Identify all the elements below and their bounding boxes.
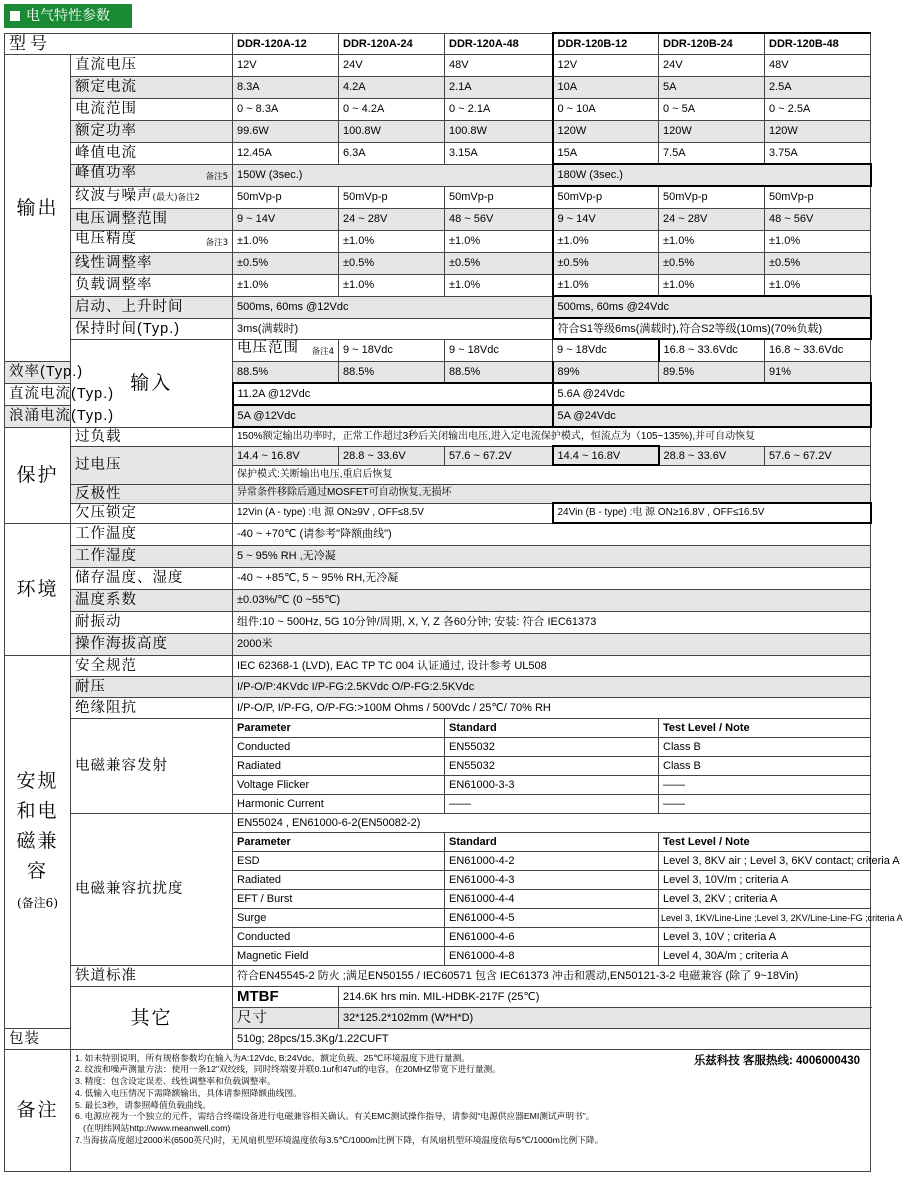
- value-cell: 3.15A: [445, 142, 553, 164]
- value-cell: Level 3, 1KV/Line-Line ;Level 3, 2KV/Line-Line-FG ;criteria A: [659, 908, 871, 927]
- value-cell: ±0.5%: [445, 252, 553, 274]
- row-label: 线性调整率: [71, 252, 233, 274]
- value-cell: 0 ~ 4.2A: [339, 98, 445, 120]
- row-label: 电压调整范围: [71, 208, 233, 230]
- value-cell: ±1.0%: [445, 274, 553, 296]
- value-cell: ±1.0%: [553, 274, 659, 296]
- value-cell: 120W: [659, 120, 765, 142]
- value-cell: Magnetic Field: [233, 946, 445, 965]
- table-header: Parameter: [233, 718, 445, 737]
- value-cell: ±1.0%: [553, 230, 659, 252]
- value-cell: 57.6 ~ 67.2V: [765, 446, 871, 465]
- value-cell: 99.6W: [233, 120, 339, 142]
- section-header-title: 电气特性参数: [26, 8, 110, 24]
- value-cell: 12Vin (A - type) :电 源 ON≥9V , OFF≤8.5V: [233, 503, 553, 523]
- model-cell: DDR-120A-24: [339, 33, 445, 54]
- note-line: 1. 如未特别说明，所有规格参数均在输入为A:12Vdc, B:24Vdc、额定负载、25℃环境温度下进行量测。: [75, 1052, 470, 1063]
- row-label: 工作湿度: [71, 545, 233, 567]
- value-cell: Level 3, 8KV air ; Level 3, 6KV contact; criteria A: [659, 851, 871, 870]
- value-cell: 5A @24Vdc: [553, 405, 871, 427]
- value-cell: EN61000-4-4: [445, 889, 659, 908]
- value-cell: EN55024 , EN61000-6-2(EN50082-2): [233, 813, 871, 832]
- value-cell: 24V: [339, 54, 445, 76]
- value-cell: 180W (3sec.): [553, 164, 871, 186]
- value-cell: 88.5%: [339, 361, 445, 383]
- row-label: 直流电流(Typ.): [5, 383, 71, 405]
- row-label: 耐振动: [71, 611, 233, 633]
- row-label: 过电压: [71, 446, 233, 484]
- value-cell: EN61000-3-3: [445, 775, 659, 794]
- value-cell: 24Vin (B - type) :电 源 ON≥16.8V , OFF≤16.5V: [553, 503, 871, 523]
- spec-table: [4, 32, 903, 1172]
- value-cell: 2.5A: [765, 76, 871, 98]
- value-cell: Conducted: [233, 927, 445, 946]
- note-line: 7.当海拔高度超过2000米(6500英尺)时，无风扇机型环境温度依每3.5℃/1000m比例下降，有风扇机型环境温度依每5℃/1000m比例下降。: [75, 1135, 604, 1146]
- value-cell: 24 ~ 28V: [339, 208, 445, 230]
- row-label: 反极性: [71, 484, 233, 503]
- value-cell: EN55032: [445, 756, 659, 775]
- value-cell: ±0.5%: [233, 252, 339, 274]
- value-cell: EN61000-4-6: [445, 927, 659, 946]
- value-cell: 5.6A @24Vdc: [553, 383, 871, 405]
- value-cell: EN61000-4-8: [445, 946, 659, 965]
- table-header: Parameter: [233, 832, 445, 851]
- value-cell: Radiated: [233, 870, 445, 889]
- value-cell: 11.2A @12Vdc: [233, 383, 553, 405]
- value-cell: EN61000-4-2: [445, 851, 659, 870]
- value-cell: EN55032: [445, 737, 659, 756]
- value-cell: Voltage Flicker: [233, 775, 445, 794]
- model-cell: DDR-120B-24: [659, 33, 765, 54]
- value-cell: ——: [659, 794, 871, 813]
- value-cell: ±1.0%: [233, 230, 339, 252]
- note-line: (在明纬网站http://www.meanwell.com): [83, 1123, 231, 1134]
- value-cell: 50mVp-p: [233, 186, 339, 208]
- value-cell: EFT / Burst: [233, 889, 445, 908]
- value-cell: 4.2A: [339, 76, 445, 98]
- row-label: 绝缘阻抗: [71, 697, 233, 718]
- value-cell: Level 3, 10V ; criteria A: [659, 927, 871, 946]
- row-label: 耐压: [71, 676, 233, 697]
- row-label: 欠压锁定: [71, 503, 233, 523]
- value-cell: 88.5%: [445, 361, 553, 383]
- value-cell: 89%: [553, 361, 659, 383]
- value-cell: EN61000-4-3: [445, 870, 659, 889]
- row-label: 额定电流: [71, 76, 233, 98]
- value-cell: 150%额定输出功率时，正常工作超过3秒后关闭输出电压,进入定电流保护模式，恒流点为（105~135%),并可自动恢复: [233, 427, 871, 446]
- row-label: 峰值功率 备注5: [71, 164, 233, 186]
- value-cell: 12V: [553, 54, 659, 76]
- value-cell: 50mVp-p: [445, 186, 553, 208]
- row-label: 储存温度、湿度: [71, 567, 233, 589]
- value-cell: 88.5%: [233, 361, 339, 383]
- value-cell: 12V: [233, 54, 339, 76]
- section-notes: 备注: [5, 1049, 71, 1171]
- value-cell: I/P-O/P:4KVdc I/P-FG:2.5KVdc O/P-FG:2.5KVdc: [233, 676, 871, 697]
- note-line: 3. 精度：包含设定误差、线性调整率和负载调整率。: [75, 1076, 276, 1087]
- value-cell: Level 4, 30A/m ; criteria A: [659, 946, 871, 965]
- value-cell: 100.8W: [445, 120, 553, 142]
- value-cell: 16.8 ~ 33.6Vdc: [765, 339, 871, 361]
- value-cell: ±1.0%: [339, 274, 445, 296]
- value-cell: 120W: [765, 120, 871, 142]
- value-cell: ±1.0%: [765, 274, 871, 296]
- value-cell: 48V: [765, 54, 871, 76]
- row-label: 电流范围: [71, 98, 233, 120]
- value-cell: 500ms, 60ms @24Vdc: [553, 296, 871, 318]
- value-cell: 0 ~ 2.5A: [765, 98, 871, 120]
- note-line: 2. 纹波和噪声测量方法：使用一条12"双绞线，同时终端要并联0.1uf和47uf的电容，在20MHZ带宽下进行量测。: [75, 1064, 501, 1075]
- value-cell: 50mVp-p: [659, 186, 765, 208]
- model-cell: DDR-120A-48: [445, 33, 553, 54]
- row-label: 尺寸: [233, 1007, 339, 1028]
- value-cell: 符合S1等级6ms(满载时),符合S2等级(10ms)(70%负载): [553, 318, 871, 339]
- row-label: 浪涌电流(Typ.): [5, 405, 71, 427]
- model-header: 型号: [5, 33, 233, 54]
- value-cell: 0 ~ 8.3A: [233, 98, 339, 120]
- value-cell: Class B: [659, 737, 871, 756]
- row-label: 操作海拔高度: [71, 633, 233, 655]
- row-label: 过负载: [71, 427, 233, 446]
- value-cell: -40 ~ +85℃, 5 ~ 95% RH,无冷凝: [233, 567, 871, 589]
- value-cell: Conducted: [233, 737, 445, 756]
- value-cell: 28.8 ~ 33.6V: [339, 446, 445, 465]
- row-label: 启动、上升时间: [71, 296, 233, 318]
- row-label: 工作温度: [71, 523, 233, 545]
- value-cell: 500ms, 60ms @12Vdc: [233, 296, 553, 318]
- value-cell: 10A: [553, 76, 659, 98]
- value-cell: 9 ~ 18Vdc: [553, 339, 659, 361]
- value-cell: 9 ~ 18Vdc: [339, 339, 445, 361]
- model-cell: DDR-120B-12: [553, 33, 659, 54]
- value-cell: 9 ~ 14V: [553, 208, 659, 230]
- value-cell: 50mVp-p: [339, 186, 445, 208]
- value-cell: 214.6K hrs min. MIL-HDBK-217F (25℃): [339, 986, 871, 1007]
- value-cell: 24 ~ 28V: [659, 208, 765, 230]
- value-cell: 0 ~ 5A: [659, 98, 765, 120]
- hotline: 乐兹科技 客服热线: 4006000430: [693, 1054, 860, 1067]
- value-cell: 510g; 28pcs/15.3Kg/1.22CUFT: [233, 1028, 871, 1049]
- value-cell: 14.4 ~ 16.8V: [233, 446, 339, 465]
- value-cell: 24V: [659, 54, 765, 76]
- value-cell: 57.6 ~ 67.2V: [445, 446, 553, 465]
- value-cell: ESD: [233, 851, 445, 870]
- row-label: 效率(Typ.): [5, 361, 71, 383]
- value-cell: 15A: [553, 142, 659, 164]
- value-cell: ±1.0%: [765, 230, 871, 252]
- row-label: 负载调整率: [71, 274, 233, 296]
- row-label: 电压范围 备注4: [233, 339, 339, 361]
- row-label: 电磁兼容抗扰度: [71, 813, 233, 965]
- value-cell: 16.8 ~ 33.6Vdc: [659, 339, 765, 361]
- value-cell: ±0.5%: [339, 252, 445, 274]
- value-cell: ±0.5%: [553, 252, 659, 274]
- value-cell: ±0.5%: [765, 252, 871, 274]
- row-label: 包装: [5, 1028, 71, 1049]
- section-output: 输出: [5, 54, 71, 361]
- value-cell: 120W: [553, 120, 659, 142]
- value-cell: Harmonic Current: [233, 794, 445, 813]
- value-cell: Surge: [233, 908, 445, 927]
- section-environment: 环境: [5, 523, 71, 655]
- value-cell: 0 ~ 2.1A: [445, 98, 553, 120]
- value-cell: 100.8W: [339, 120, 445, 142]
- row-label: 温度系数: [71, 589, 233, 611]
- table-header: Test Level / Note: [659, 718, 871, 737]
- value-cell: ±1.0%: [445, 230, 553, 252]
- row-label: 额定功率: [71, 120, 233, 142]
- value-cell: 91%: [765, 361, 871, 383]
- row-label: 铁道标准: [71, 965, 233, 986]
- model-cell: DDR-120B-48: [765, 33, 871, 54]
- value-cell: 9 ~ 18Vdc: [445, 339, 553, 361]
- value-cell: 符合EN45545-2 防火 ;满足EN50155 / IEC60571 包含 IEC61373 冲击和震动,EN50121-3-2 电磁兼容 (除了 9~18Vin): [233, 965, 871, 986]
- section-protection: 保护: [5, 427, 71, 523]
- value-cell: ——: [445, 794, 659, 813]
- value-cell: 32*125.2*102mm (W*H*D): [339, 1007, 871, 1028]
- table-header: Standard: [445, 718, 659, 737]
- model-cell: DDR-120A-12: [233, 33, 339, 54]
- value-cell: 50mVp-p: [553, 186, 659, 208]
- value-cell: 3.75A: [765, 142, 871, 164]
- value-cell: ±1.0%: [339, 230, 445, 252]
- value-cell: Level 3, 10V/m ; criteria A: [659, 870, 871, 889]
- value-cell: ±0.5%: [659, 252, 765, 274]
- value-cell: Class B: [659, 756, 871, 775]
- note-line: 5. 最长3秒，请参照峰值负载曲线。: [75, 1099, 212, 1110]
- value-cell: 8.3A: [233, 76, 339, 98]
- section-header: [4, 4, 132, 28]
- value-cell: 12.45A: [233, 142, 339, 164]
- value-cell: ——: [659, 775, 871, 794]
- value-cell: ±1.0%: [233, 274, 339, 296]
- value-cell: 14.4 ~ 16.8V: [553, 446, 659, 465]
- value-cell: 5 ~ 95% RH ,无冷凝: [233, 545, 871, 567]
- value-cell: 48 ~ 56V: [445, 208, 553, 230]
- row-label: MTBF: [233, 986, 339, 1007]
- notes-block: [71, 1049, 871, 1171]
- value-cell: Level 3, 2KV ; criteria A: [659, 889, 871, 908]
- section-safety-emc: 安规和电磁兼容 (备注6): [5, 655, 71, 1028]
- value-cell: I/P-O/P, I/P-FG, O/P-FG:>100M Ohms / 500Vdc / 25℃/ 70% RH: [233, 697, 871, 718]
- value-cell: 2000米: [233, 633, 871, 655]
- value-cell: 7.5A: [659, 142, 765, 164]
- value-cell: 5A: [659, 76, 765, 98]
- value-cell: 0 ~ 10A: [553, 98, 659, 120]
- value-cell: 2.1A: [445, 76, 553, 98]
- row-label: 电磁兼容发射: [71, 718, 233, 813]
- row-label: 安全规范: [71, 655, 233, 676]
- value-cell: 保护模式:关断输出电压,重启后恢复: [233, 465, 871, 484]
- value-cell: 6.3A: [339, 142, 445, 164]
- value-cell: Radiated: [233, 756, 445, 775]
- value-cell: -40 ~ +70℃ (请参考"降额曲线"): [233, 523, 871, 545]
- value-cell: 异常条件移除后通过MOSFET可自动恢复,无损坏: [233, 484, 871, 503]
- value-cell: IEC 62368-1 (LVD), EAC TP TC 004 认证通过, 设计参考 UL508: [233, 655, 871, 676]
- section-input: 输入: [71, 339, 233, 427]
- value-cell: 48 ~ 56V: [765, 208, 871, 230]
- value-cell: 50mVp-p: [765, 186, 871, 208]
- note-line: 4. 低输入电压情况下需降额输出，具体请参照降额曲线图。: [75, 1087, 302, 1098]
- row-label: 保持时间(Typ.): [71, 318, 233, 339]
- value-cell: ±1.0%: [659, 274, 765, 296]
- value-cell: 3ms(满载时): [233, 318, 553, 339]
- value-cell: 48V: [445, 54, 553, 76]
- row-label: 纹波与噪声(最大)备注2: [71, 186, 233, 208]
- table-header: Test Level / Note: [659, 832, 871, 851]
- value-cell: 组件:10 ~ 500Hz, 5G 10分钟/周期, X, Y, Z 各60分钟; 安装: 符合 IEC61373: [233, 611, 871, 633]
- row-label: 电压精度 备注3: [71, 230, 233, 252]
- value-cell: 9 ~ 14V: [233, 208, 339, 230]
- section-others: 其它: [71, 986, 233, 1049]
- value-cell: 150W (3sec.): [233, 164, 553, 186]
- note-line: 6. 电源应视为一个独立的元件，需结合终端设备进行电磁兼容相关确认。有关EMC测试操作指导，请参阅“电源供应器EMI测试声明书”。: [75, 1111, 595, 1122]
- value-cell: EN61000-4-5: [445, 908, 659, 927]
- value-cell: 5A @12Vdc: [233, 405, 553, 427]
- table-header: Standard: [445, 832, 659, 851]
- row-label: 直流电压: [71, 54, 233, 76]
- value-cell: 89.5%: [659, 361, 765, 383]
- square-icon: [10, 11, 20, 21]
- value-cell: ±0.03%/℃ (0 ~55℃): [233, 589, 871, 611]
- value-cell: 28.8 ~ 33.6V: [659, 446, 765, 465]
- row-label: 峰值电流: [71, 142, 233, 164]
- value-cell: ±1.0%: [659, 230, 765, 252]
